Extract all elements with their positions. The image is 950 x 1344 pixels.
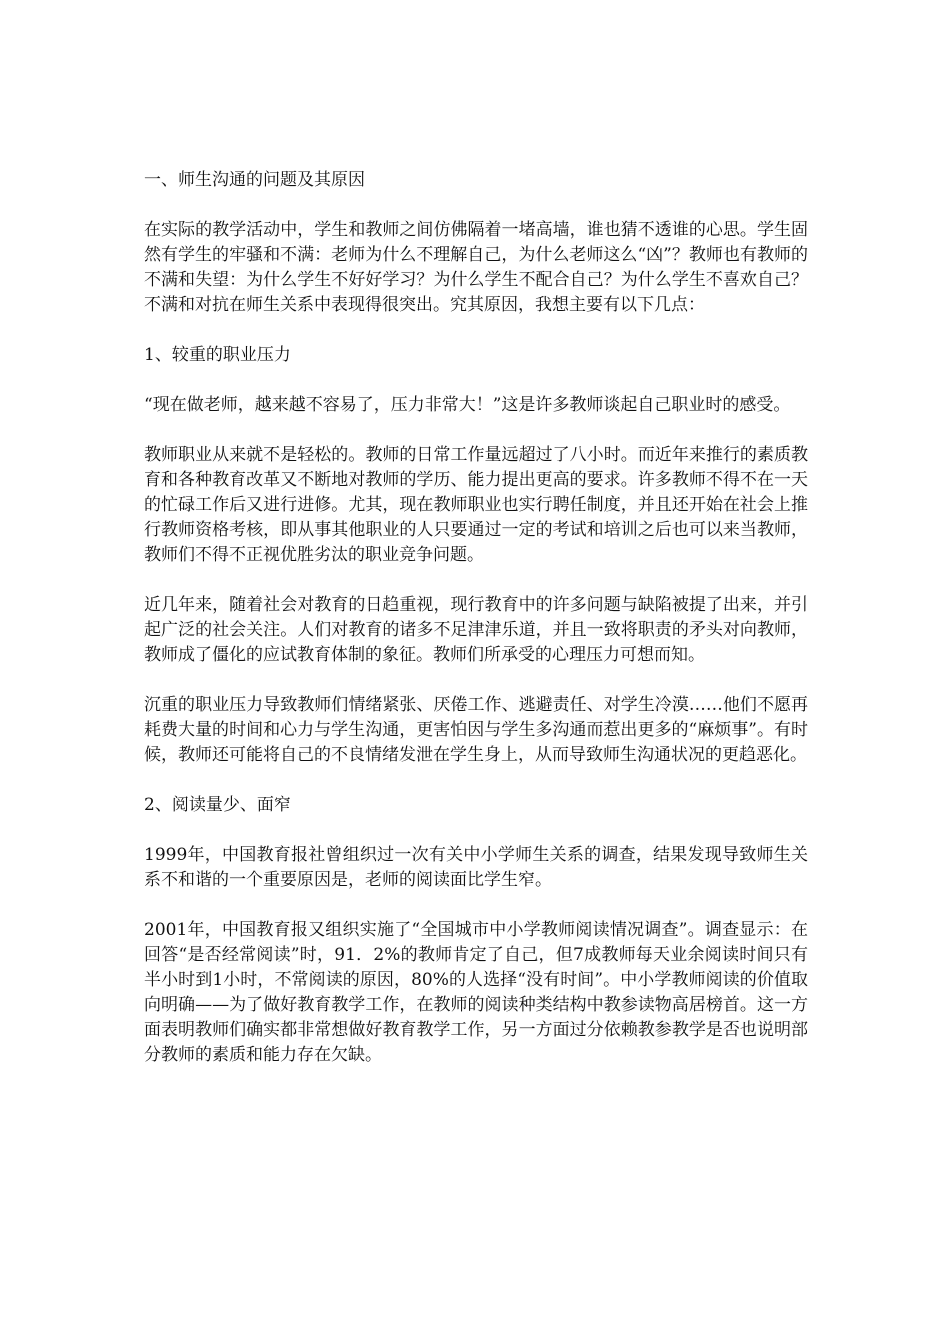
point2-title: 2、阅读量少、面窄 — [144, 795, 291, 815]
point2-paragraph: 2001年，中国教育报又组织实施了“全国城市中小学教师阅读情况调查”。调查显示：在回答“是否经常阅读”时，91．2%的教师肯定了自己，但7成教师每天业余阅读时间只有半小时到1小时，不常阅读的原因，80%的人选择“没有时间”。中小学教师阅读的价值取向明确——为了做好教育教学工作，在教师的阅读种类结构中教参读物高居榜首。这一方面表明教师们确实都非常想做好教育教学工作，另一方面过分依赖教参教学是否也说明部分教师的素质和能力存在欠缺。 — [144, 920, 808, 1065]
point1-paragraph: “现在做老师，越来越不容易了，压力非常大！”这是许多教师谈起自己职业时的感受。 — [144, 395, 791, 415]
section-title: 一、师生沟通的问题及其原因 — [144, 170, 365, 190]
document-page — [144, 168, 808, 1093]
point1-paragraph: 近几年来，随着社会对教育的日趋重视，现行教育中的许多问题与缺陷被提了出来，并引起广泛的社会关注。人们对教育的诸多不足津津乐道，并且一致将职责的矛头对向教师，教师成了僵化的应试教育体制的象征。教师们所承受的心理压力可想而知。 — [144, 595, 808, 665]
point1-title: 1、较重的职业压力 — [144, 345, 291, 365]
point1-paragraph: 教师职业从来就不是轻松的。教师的日常工作量远超过了八小时。而近年来推行的素质教育和各种教育改革又不断地对教师的学历、能力提出更高的要求。许多教师不得不在一天的忙碌工作后又进行进修。尤其，现在教师职业也实行聘任制度，并且还开始在社会上推行教师资格考核，即从事其他职业的人只要通过一定的考试和培训之后也可以来当教师，教师们不得不正视优胜劣汰的职业竞争问题。 — [144, 445, 808, 565]
intro-paragraph: 在实际的教学活动中，学生和教师之间仿佛隔着一堵高墙，谁也猜不透谁的心思。学生固然有学生的牢骚和不满：老师为什么不理解自己，为什么老师这么“凶”？教师也有教师的不满和失望：为什么学生不好好学习？为什么学生不配合自己？为什么学生不喜欢自己？不满和对抗在师生关系中表现得很突出。究其原因，我想主要有以下几点： — [144, 220, 808, 315]
point2-paragraph: 1999年，中国教育报社曾组织过一次有关中小学师生关系的调查，结果发现导致师生关系不和谐的一个重要原因是，老师的阅读面比学生窄。 — [144, 845, 808, 890]
point1-paragraph: 沉重的职业压力导致教师们情绪紧张、厌倦工作、逃避责任、对学生冷漠……他们不愿再耗费大量的时间和心力与学生沟通，更害怕因与学生多沟通而惹出更多的“麻烦事”。有时候，教师还可能将自己的不良情绪发泄在学生身上，从而导致师生沟通状况的更趋恶化。 — [144, 695, 808, 765]
